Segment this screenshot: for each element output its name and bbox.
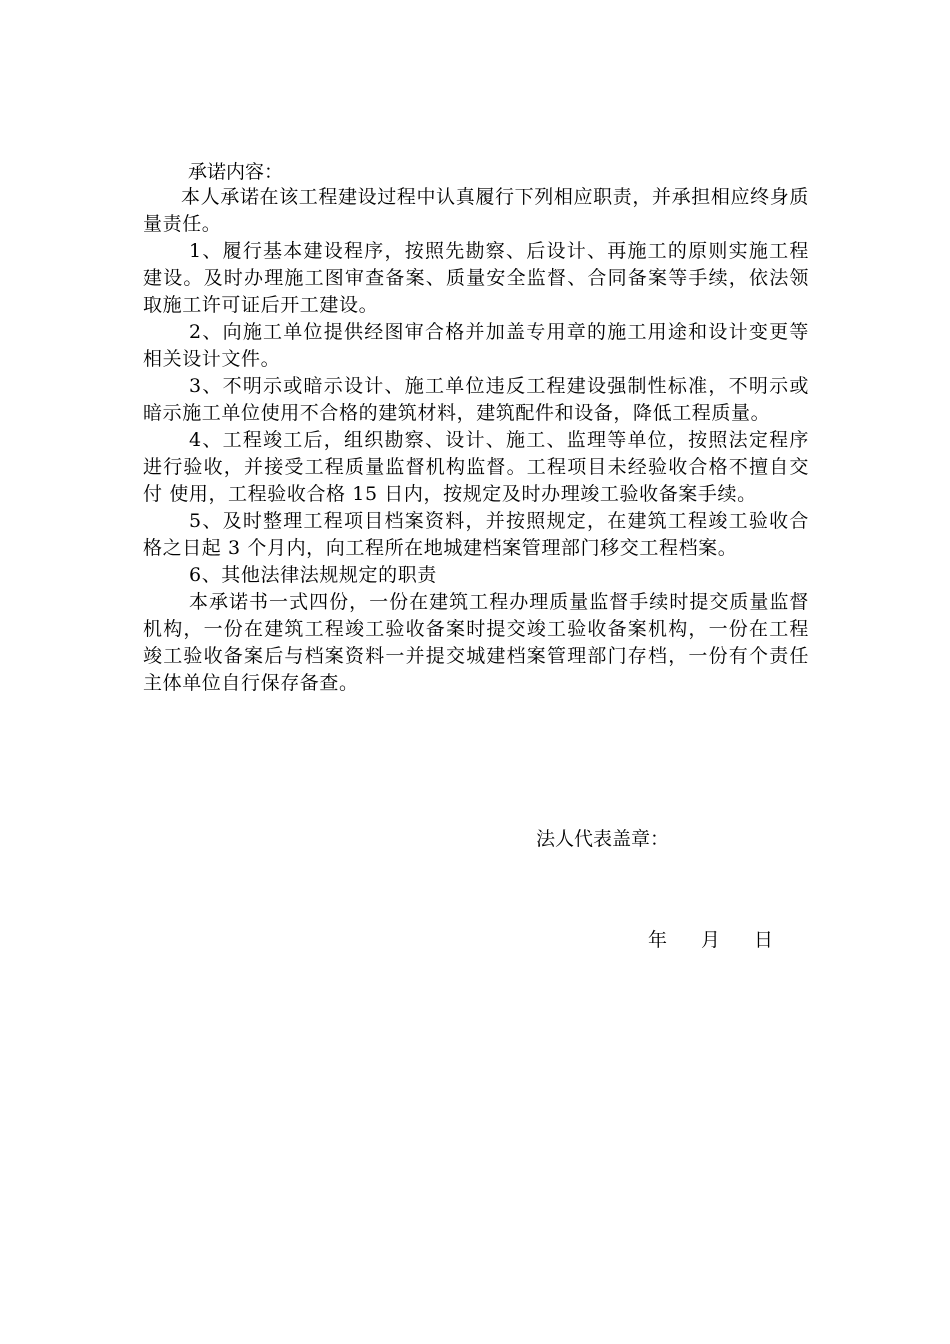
commitment-item-1: 1、履行基本建设程序，按照先勘察、后设计、再施工的原则实施工程建设。及时办理施工图审查备案、质量安全监督、合同备案等手续，依法领取施工许可证后开工建设。 (143, 240, 809, 316)
commitment-body (143, 184, 809, 697)
date-year-label: 年 (648, 929, 668, 951)
commitment-item-3: 3、不明示或暗示设计、施工单位违反工程建设强制性标准，不明示或暗示施工单位使用不合格的建筑材料，建筑配件和设备，降低工程质量。 (143, 375, 809, 424)
closing-paragraph: 本承诺书一式四份，一份在建筑工程办理质量监督手续时提交质量监督机构，一份在建筑工程竣工验收备案时提交竣工验收备案机构，一份在工程竣工验收备案后与档案资料一并提交城建档案管理部门存档，一份有个责任主体单位自行保存备查。 (143, 591, 809, 694)
legal-representative-seal-label: 法人代表盖章： (536, 828, 670, 850)
date-month-label: 月 (701, 929, 721, 951)
commitment-item-6: 6、其他法律法规规定的职责 (189, 564, 437, 586)
date-line (648, 926, 773, 954)
commitment-item-4: 4、工程竣工后，组织勘察、设计、施工、监理等单位，按照法定程序进行验收，并接受工程质量监督机构监督。工程项目未经验收合格不擅自交付 使用，工程验收合格 15 日内，按规定及时办理竣工验收备案手续。 (143, 429, 809, 505)
intro-paragraph: 本人承诺在该工程建设过程中认真履行下列相应职责，并承担相应终身质量责任。 (143, 186, 809, 235)
commitment-item-2: 2、向施工单位提供经图审合格并加盖专用章的施工用途和设计变更等相关设计文件。 (143, 321, 809, 370)
commitment-item-5: 5、及时整理工程项目档案资料，并按照规定，在建筑工程竣工验收合格之日起 3 个月内，向工程所在地城建档案管理部门移交工程档案。 (143, 510, 809, 559)
commitment-heading: 承诺内容： (188, 161, 284, 183)
date-day-label: 日 (754, 929, 774, 951)
